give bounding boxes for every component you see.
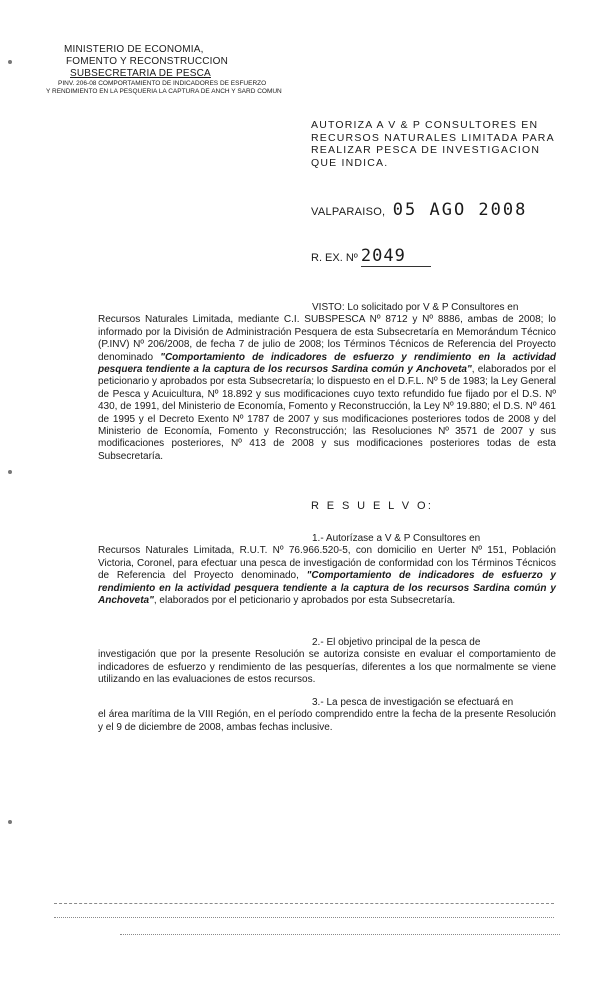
issuer-header (44, 44, 304, 96)
resolution-prefix: R. EX. Nº (311, 252, 358, 264)
resolution-number-line (311, 246, 431, 267)
visto-text-1: Recursos Naturales Limitada, mediante C.I. SUBSPESCA Nº 8712 y Nº 8886, ambas de 2008; lo informado por la División de Administración Pesquera de esta Subsecretaría en Memorándum Técnico (P.INV) Nº 206/2008, de fecha 7 de julio de 2008; los Términos Técnicos de Referencia del Proyecto denominado (98, 314, 556, 363)
project-title: "Comportamiento de indicadores de esfuerzo y rendimiento en la actividad pesquera tendiente a la captura de los recursos Sardina común y Anchoveta" (98, 351, 557, 376)
visto-paragraph (98, 302, 556, 463)
item-1-lead: 1.- Autorízase a V & P Consultores en (312, 533, 481, 544)
item-1-text-1: Recursos Naturales Limitada, R.U.T. Nº 76.966.520-5, con domicilio en Uerter Nº 151, Población Victoria, Coronel, para efectuar una pesca de investigación de conformidad con los Términos Técnicos de Referencia del Proyecto denominado, (98, 545, 556, 582)
ministry-name: MINISTERIO DE ECONOMIA, (64, 44, 204, 55)
resolution-subject: AUTORIZA A V & P CONSULTORES EN RECURSOS NATURALES LIMITADA PARA REALIZAR PESCA DE INVESTIGACION QUE INDICA. (311, 119, 555, 169)
date-stamp: 05 AGO 2008 (392, 200, 528, 220)
scan-edge-mark (8, 820, 12, 824)
item-1-project-title: "Comportamiento de indicadores de esfuerzo y rendimiento en la actividad pesquera tendiente a la captura de los recursos Sardina común y Anchoveta" (98, 570, 556, 607)
file-reference-2: Y RENDIMIENTO EN LA PESQUERIA LA CAPTURA DE ANCH Y SARD COMUN (46, 88, 282, 95)
scan-edge-mark (8, 470, 12, 474)
scan-artifact-line (120, 934, 560, 935)
item-1-text-2: , elaborados por el peticionario y aprobados por esta Subsecretaría. (153, 595, 456, 607)
scan-artifact-line (54, 903, 554, 904)
place-date (311, 200, 527, 220)
item-3-lead: 3.- La pesca de investigación se efectuará en (312, 697, 514, 708)
resolution-number: 2049 (361, 246, 431, 267)
visto-text-2: , elaborados por el peticionario y aprobados por esta Subsecretaría; lo dispuesto en el D.F.L. Nº 5 de 1983; la Ley General de Pesca y Acuicultura, Nº 18.892 y sus modificaciones cuyo texto refundido fue fijado por el D.S. Nº 430, de 1991, del Ministerio de Economía, Fomento y Reconstrucción, la Ley Nº 19.880; el D.S. Nº 461 de 1995 y el Decreto Exento Nº 1787 de 2007 y sus modificaciones posteriores todos de 2008 y del Ministerio de Economía, Fomento y Reconstrucción; las Resoluciones Nº 3571 de 2007 y sus modificaciones posteriores, Nº 413 de 2008 y sus modificaciones posteriores todas de esta Subsecretaría. (98, 364, 556, 462)
resuelvo-heading: R E S U E L V O: (311, 500, 434, 512)
item-2 (98, 637, 556, 687)
file-reference: PINV. 206-08 COMPORTAMIENTO DE INDICADORES DE ESFUERZO (58, 80, 267, 87)
visto-lead: VISTO: Lo solicitado por V & P Consultores en (312, 302, 519, 313)
item-3 (98, 697, 556, 734)
item-2-text: investigación que por la presente Resolución se autoriza consiste en evaluar el comportamiento de indicadores de esfuerzo y rendimiento de las pesquerías, diferentes a los que normalmente se viene utilizando en las evaluaciones de estos recursos. (98, 649, 556, 686)
item-3-text: el área marítima de la VIII Región, en el período comprendido entre la fecha de la presente Resolución y el 9 de diciembre de 2008, ambas fechas inclusive. (98, 709, 556, 733)
item-1 (98, 533, 556, 607)
place: VALPARAISO, (311, 206, 386, 218)
scan-edge-mark (8, 60, 12, 64)
subsecretariat-name: SUBSECRETARIA DE PESCA (70, 68, 211, 79)
item-2-lead: 2.- El objetivo principal de la pesca de (312, 637, 481, 648)
scan-artifact-line (54, 917, 554, 918)
ministry-division: FOMENTO Y RECONSTRUCCION (66, 56, 229, 67)
